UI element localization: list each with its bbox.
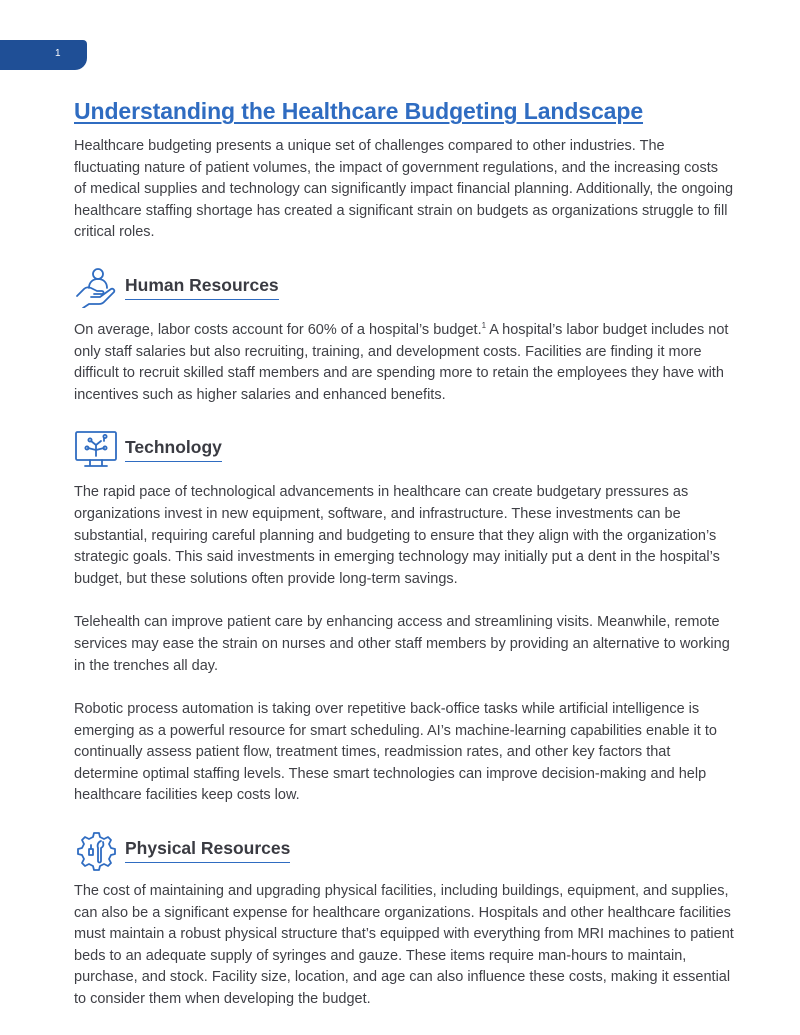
- technology-paragraph-3: Robotic process automation is taking over repetitive back-office tasks while artificial intelligence is emerging as a powerful resource for smart scheduling. AI’s machine-learning capabilities enable it to continually assess patient flow, treatment times, readmission rates, and other key factors that determine optimal staffing levels. These smart technologies can improve decision-making and help healthcare facilities keep costs low.: [74, 701, 717, 804]
- footnote-marker[interactable]: 1: [481, 321, 487, 331]
- hand-person-icon: [74, 266, 118, 308]
- page-tab: [0, 40, 87, 70]
- technology-paragraph-1: The rapid pace of technological advancements in healthcare can create budgetary pressures as organizations invest in new equipment, software, and infrastructure. These investments can be substantial, requiring careful planning and budgeting to ensure that they align with the organization’s strategic goals. This said investments in emerging technology may initially put a dent in the hospital’s budget, but these solutions often provide long-term savings.: [74, 484, 720, 587]
- intro-paragraph: Healthcare budgeting presents a unique set of challenges compared to other industries. The fluctuating nature of patient volumes, the impact of government regulations, and the increasing costs of medical supplies and technology can significantly impact financial planning. Additionally, the ongoing healthcare staffing shortage has created a significant strain on budgets as organizations struggle to fill critical roles.: [74, 138, 734, 241]
- physical-resources-paragraph: The cost of maintaining and upgrading physical facilities, including buildings, equipment, and supplies, can also be a significant expense for healthcare organizations. Hospitals and other healthcare facilities must maintain a robust physical structure that’s equipped with everything from MRI machines to patient beds to an adequate supply of syringes and gauze. These items require man-hours to maintain, purchase, and stock. Facility size, location, and age can also influence these costs, making it essential to consider them when developing the budget.: [74, 883, 734, 1008]
- section-title-technology: Technology: [125, 436, 222, 462]
- technology-paragraph-2: Telehealth can improve patient care by enhancing access and streamlining visits. Meanwhile, remote services may ease the strain on nurses and other staff members by providing an alternative to working in the trenches all day.: [74, 614, 730, 674]
- page-title: Understanding the Healthcare Budgeting Landscape: [74, 98, 644, 124]
- page-number: 1: [55, 48, 61, 59]
- section-header-technology: [74, 428, 734, 470]
- section-title-human-resources: Human Resources: [125, 274, 279, 300]
- section-title-physical-resources: Physical Resources: [125, 837, 290, 863]
- section-header-physical-resources: [74, 829, 734, 871]
- gear-wrench-icon: [74, 829, 118, 871]
- human-resources-paragraph: On average, labor costs account for 60% of a hospital’s budget.$^1$ A hospital’s labor budget includes not only staff salaries but also recruiting, training, and development costs. Facilities are finding it more difficult to recruit skilled staff members and are spending more to retain the employees they have with incentives such as higher salaries and enhanced benefits.: [74, 321, 729, 403]
- document-body: [74, 96, 734, 1011]
- section-header-human-resources: [74, 266, 734, 308]
- monitor-circuit-icon: [74, 428, 118, 470]
